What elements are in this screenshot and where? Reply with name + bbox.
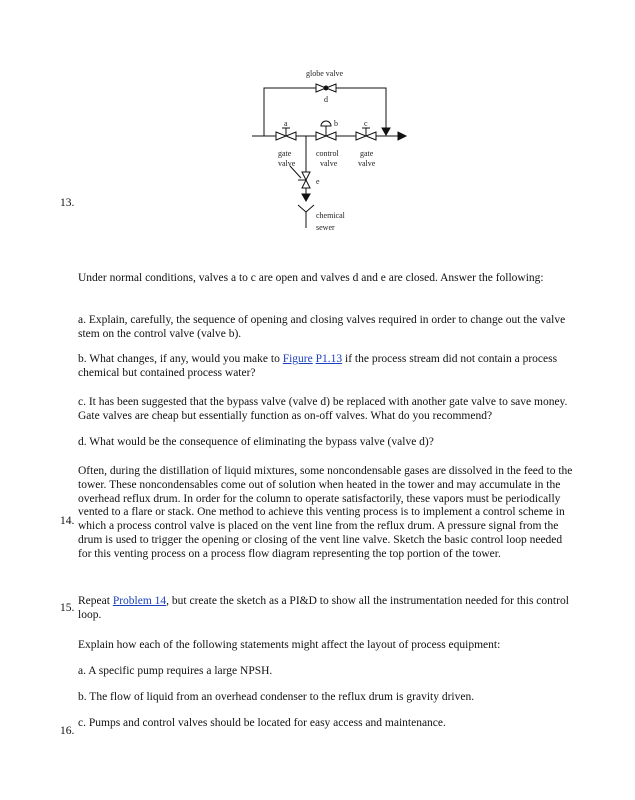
bypass-arrow-head	[382, 128, 390, 135]
label-gate-2: gate	[360, 149, 374, 158]
problem-13-part-b	[78, 353, 576, 381]
main-line-arrow-head	[398, 132, 406, 140]
problem-13-part-c: c. It has been suggested that the bypass valve (valve d) be replaced with another gate valve to save money. Gate valves are cheap but essentially function as on-off valves. What do you recommend?	[78, 396, 568, 422]
problem-16-part-a: a. A specific pump requires a large NPSH.	[78, 665, 273, 677]
problem-13-intro: Under normal conditions, valves a to c are open and valves d and e are closed. Answer the following:	[78, 272, 544, 284]
figure-p1-13-link[interactable]: P1.13	[315, 353, 343, 365]
control-valve-b-actuator	[321, 121, 331, 126]
problem-16-intro: Explain how each of the following statements might affect the layout of process equipment:	[78, 639, 501, 651]
drain-arrow-head	[302, 194, 310, 201]
gate-valve-a-left	[276, 132, 286, 140]
valve-diagram	[240, 60, 420, 240]
problem-14-text: Often, during the distillation of liquid mixtures, some noncondensable gases are dissolved in the feed to the tower. These noncondensables come out of solution when heated in the tower and may accumulate in the overhead reflux drum. In order for the column to operate satisfactorily, these vapors must be periodically vented to a flare or stack. One method to achieve this venting process is to implement a control scheme in which a process control valve is placed on the vent line from the reflux drum. A pressure signal from the drum is used to trigger the opening or closing of the vent line valve. Sketch the basic control loop needed for this venting process on a process flow diagram representing the top portion of the tower.	[78, 465, 573, 560]
label-globe-valve: globe valve	[306, 69, 344, 78]
problem-13-number: 13.	[60, 197, 75, 209]
label-d: d	[324, 95, 328, 104]
label-control: control	[316, 149, 339, 158]
label-chemical: chemical	[316, 211, 345, 220]
problem-16-number: 16.	[60, 725, 75, 737]
label-a: a	[284, 119, 288, 128]
label-valve-1: valve	[278, 159, 296, 168]
control-valve-b-right	[326, 132, 336, 140]
label-valve-2: valve	[320, 159, 338, 168]
sewer-funnel-right	[306, 205, 314, 212]
gate-valve-a-right	[286, 132, 296, 140]
label-e: e	[316, 177, 320, 186]
problem-16-part-b: b. The flow of liquid from an overhead condenser to the reflux drum is gravity driven.	[78, 691, 475, 703]
problem-13-part-a: a. Explain, carefully, the sequence of opening and closing valves required in order to change out the valve stem on the control valve (valve b).	[78, 314, 566, 340]
problem-16-part-c: c. Pumps and control valves should be located for easy access and maintenance.	[78, 717, 446, 729]
problem-15-pre: Repeat	[78, 595, 113, 607]
label-gate-1: gate	[278, 149, 292, 158]
sewer-funnel-left	[298, 205, 306, 212]
problem-15-text	[78, 595, 576, 623]
problem-13-part-b-post: if the process stream did not contain a process chemical but contained process water?	[78, 353, 558, 379]
gate-valve-c-left	[356, 132, 366, 140]
label-sewer: sewer	[316, 223, 335, 232]
label-c: c	[364, 119, 368, 128]
problem-14-link[interactable]: Problem 14	[112, 595, 167, 607]
drain-valve-e-bottom	[302, 180, 310, 188]
problem-15-post: , but create the sketch as a PI&D to show all the instrumentation needed for this control loop.	[78, 595, 569, 621]
drain-valve-e-top	[302, 172, 310, 180]
label-b: b	[334, 119, 338, 128]
gate-valve-c-right	[366, 132, 376, 140]
problem-15-number: 15.	[60, 602, 75, 614]
problem-14-number: 14.	[60, 515, 75, 527]
globe-valve-d-ball	[324, 86, 328, 90]
problem-13-part-d: d. What would be the consequence of eliminating the bypass valve (valve d)?	[78, 436, 434, 448]
control-valve-b-left	[316, 132, 326, 140]
figure-link[interactable]: Figure	[282, 353, 313, 365]
problem-13-part-b-pre: b. What changes, if any, would you make to	[78, 353, 283, 365]
label-valve-3: valve	[358, 159, 376, 168]
